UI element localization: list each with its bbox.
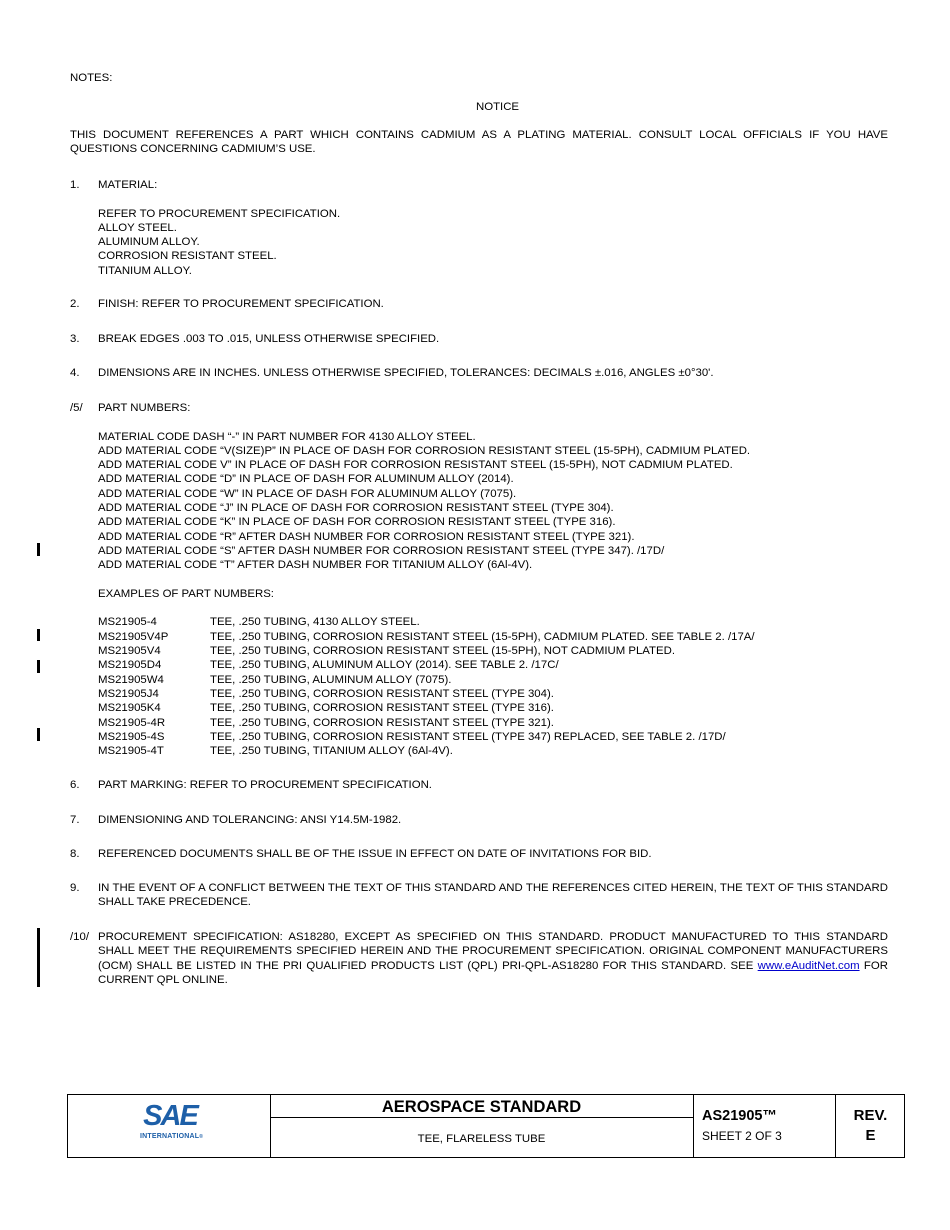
material-code-line: ADD MATERIAL CODE “V(SIZE)P” IN PLACE OF DASH FOR CORROSION RESISTANT STEEL (15-5PH), CADMIUM PLATED. bbox=[98, 444, 751, 457]
sae-logo-text: SAE bbox=[143, 1100, 197, 1132]
material-line: REFER TO PROCUREMENT SPECIFICATION. bbox=[98, 207, 341, 220]
notice-title: NOTICE bbox=[476, 101, 520, 113]
part-description: TEE, .250 TUBING, ALUMINUM ALLOY (7075). bbox=[210, 673, 452, 686]
note-3-number: 3. bbox=[70, 333, 80, 345]
example-row bbox=[98, 673, 888, 687]
eauditnet-link[interactable]: www.eAuditNet.com bbox=[757, 959, 860, 972]
part-description: TEE, .250 TUBING, CORROSION RESISTANT STEEL (TYPE 321). bbox=[210, 716, 554, 729]
part-description: TEE, .250 TUBING, CORROSION RESISTANT STEEL (TYPE 347) REPLACED, SEE TABLE 2. /17D/ bbox=[210, 730, 726, 743]
revision-bar bbox=[37, 660, 40, 673]
part-description-title: TEE, FLARELESS TUBE bbox=[417, 1133, 546, 1145]
part-number: MS21905-4S bbox=[98, 730, 165, 743]
example-row bbox=[98, 615, 888, 629]
material-code-line: ADD MATERIAL CODE “R” AFTER DASH NUMBER FOR CORROSION RESISTANT STEEL (TYPE 321). bbox=[98, 530, 635, 543]
part-description: TEE, .250 TUBING, ALUMINUM ALLOY (2014). SEE TABLE 2. /17C/ bbox=[210, 659, 559, 672]
part-number: MS21905V4 bbox=[98, 645, 161, 658]
note-4-number: 4. bbox=[70, 367, 80, 379]
part-number: MS21905V4P bbox=[98, 630, 169, 643]
revision-label: REV. bbox=[853, 1107, 888, 1124]
material-code-line: ADD MATERIAL CODE “T” AFTER DASH NUMBER FOR TITANIUM ALLOY (6Al-4V). bbox=[98, 559, 533, 572]
note-1 bbox=[98, 178, 888, 278]
example-row bbox=[98, 687, 888, 701]
example-row bbox=[98, 644, 888, 658]
sheet-number: SHEET 2 OF 3 bbox=[702, 1129, 782, 1143]
note-6-text: PART MARKING: REFER TO PROCUREMENT SPECIFICATION. bbox=[98, 779, 432, 791]
part-description: TEE, .250 TUBING, 4130 ALLOY STEEL. bbox=[210, 616, 420, 629]
material-line: CORROSION RESISTANT STEEL. bbox=[98, 250, 277, 263]
part-description: TEE, .250 TUBING, TITANIUM ALLOY (6Al-4V). bbox=[210, 745, 453, 758]
note-10-text bbox=[98, 930, 888, 987]
note-6-number: 6. bbox=[70, 779, 80, 791]
part-number: MS21905D4 bbox=[98, 659, 162, 672]
note-8-number: 8. bbox=[70, 848, 80, 860]
material-line: ALLOY STEEL. bbox=[98, 221, 177, 234]
note-9-text: IN THE EVENT OF A CONFLICT BETWEEN THE TEXT OF THIS STANDARD AND THE REFERENCES CITED HEREIN, THE TEXT OF THIS STANDARD SHALL TAKE PRECEDENCE. bbox=[98, 882, 888, 909]
revision-bar bbox=[37, 629, 40, 641]
part-number: MS21905-4 bbox=[98, 616, 157, 629]
part-number: MS21905K4 bbox=[98, 702, 161, 715]
note-4-text: DIMENSIONS ARE IN INCHES. UNLESS OTHERWISE SPECIFIED, TOLERANCES: DECIMALS ±.016, ANGLES ±0°30'. bbox=[98, 367, 714, 379]
examples-table bbox=[98, 615, 888, 758]
note-3-text: BREAK EDGES .003 TO .015, UNLESS OTHERWISE SPECIFIED. bbox=[98, 333, 440, 345]
note-7-text: DIMENSIONING AND TOLERANCING: ANSI Y14.5M-1982. bbox=[98, 814, 402, 826]
material-line: ALUMINUM ALLOY. bbox=[98, 236, 200, 249]
material-code-line: ADD MATERIAL CODE “K” IN PLACE OF DASH FOR CORROSION RESISTANT STEEL (TYPE 316). bbox=[98, 516, 616, 529]
note-10-number: /10/ bbox=[70, 931, 89, 943]
note-8-text: REFERENCED DOCUMENTS SHALL BE OF THE ISSUE IN EFFECT ON DATE OF INVITATIONS FOR BID. bbox=[98, 848, 652, 860]
part-description: TEE, .250 TUBING, CORROSION RESISTANT STEEL (TYPE 304). bbox=[210, 687, 554, 700]
part-number: MS21905-4R bbox=[98, 716, 166, 729]
revision-bar bbox=[37, 728, 40, 741]
note-10-text-after: FOR CURRENT QPL ONLINE. bbox=[98, 959, 888, 986]
revision-bar bbox=[37, 543, 40, 556]
revision-bar bbox=[37, 928, 40, 987]
revision-value: E bbox=[865, 1127, 876, 1144]
part-number: MS21905-4T bbox=[98, 745, 164, 758]
material-code-line: ADD MATERIAL CODE “D” IN PLACE OF DASH FOR ALUMINUM ALLOY (2014). bbox=[98, 473, 514, 486]
example-row bbox=[98, 716, 888, 730]
document-number: AS21905™ bbox=[702, 1108, 777, 1124]
part-number: MS21905J4 bbox=[98, 687, 159, 700]
example-row bbox=[98, 744, 888, 758]
part-description: TEE, .250 TUBING, CORROSION RESISTANT STEEL (15-5PH), CADMIUM PLATED. SEE TABLE 2. /17A/ bbox=[210, 630, 755, 643]
example-row bbox=[98, 630, 888, 644]
part-description: TEE, .250 TUBING, CORROSION RESISTANT STEEL (TYPE 316). bbox=[210, 702, 554, 715]
note-5-number: /5/ bbox=[70, 402, 83, 414]
note-5-title: PART NUMBERS: bbox=[98, 402, 191, 414]
part-number: MS21905W4 bbox=[98, 673, 164, 686]
example-row bbox=[98, 658, 888, 672]
notes-heading: NOTES: bbox=[70, 72, 113, 84]
note-5 bbox=[98, 401, 888, 758]
notice-text: THIS DOCUMENT REFERENCES A PART WHICH CONTAINS CADMIUM AS A PLATING MATERIAL. CONSULT LOCAL OFFICIALS IF YOU HAVE QUESTIONS CONCERNING CADMIUM’S USE. bbox=[70, 129, 888, 156]
note-2-text: FINISH: REFER TO PROCUREMENT SPECIFICATION. bbox=[98, 298, 384, 310]
material-line: TITANIUM ALLOY. bbox=[98, 264, 192, 277]
sae-logo-subtitle: INTERNATIONAL bbox=[140, 1133, 200, 1140]
material-code-line: ADD MATERIAL CODE “W” IN PLACE OF DASH FOR ALUMINUM ALLOY (7075). bbox=[98, 487, 517, 500]
part-description: TEE, .250 TUBING, CORROSION RESISTANT STEEL (15-5PH), NOT CADMIUM PLATED. bbox=[210, 645, 675, 658]
note-10-text-before: PROCUREMENT SPECIFICATION: AS18280, EXCEPT AS SPECIFIED ON THIS STANDARD. PRODUCT MANUFACTURED TO THIS STANDARD SHALL MEET THE REQUIREMENTS SPECIFIED HEREIN AND THE PROCUREMENT SPECIFICATION. ORIGINAL COMPONENT MANUFACTURERS (OCM) SHALL BE LISTED IN THE PRI QUALIFIED PRODUCTS LIST (QPL) PRI-QPL-AS18280 FOR THIS STANDARD. SEE bbox=[98, 931, 888, 972]
note-2-number: 2. bbox=[70, 298, 80, 310]
example-row bbox=[98, 730, 888, 744]
note-9-number: 9. bbox=[70, 882, 80, 894]
sae-logo bbox=[134, 1101, 214, 1147]
note-1-number: 1. bbox=[70, 179, 80, 191]
note-1-title: MATERIAL: bbox=[98, 179, 158, 191]
title-block bbox=[67, 1094, 905, 1158]
standard-heading: AEROSPACE STANDARD bbox=[381, 1098, 582, 1116]
material-code-line: MATERIAL CODE DASH “-” IN PART NUMBER FOR 4130 ALLOY STEEL. bbox=[98, 430, 476, 443]
note-7-number: 7. bbox=[70, 814, 80, 826]
material-code-line: ADD MATERIAL CODE “S” AFTER DASH NUMBER FOR CORROSION RESISTANT STEEL (TYPE 347). /17D/ bbox=[98, 544, 665, 557]
example-row bbox=[98, 701, 888, 715]
examples-title: EXAMPLES OF PART NUMBERS: bbox=[98, 587, 274, 600]
registered-mark: ® bbox=[199, 1134, 204, 1140]
material-code-line: ADD MATERIAL CODE V” IN PLACE OF DASH FOR CORROSION RESISTANT STEEL (15-5PH), NOT CADMIUM PLATED. bbox=[98, 459, 733, 472]
material-code-line: ADD MATERIAL CODE “J” IN PLACE OF DASH FOR CORROSION RESISTANT STEEL (TYPE 304). bbox=[98, 502, 614, 515]
